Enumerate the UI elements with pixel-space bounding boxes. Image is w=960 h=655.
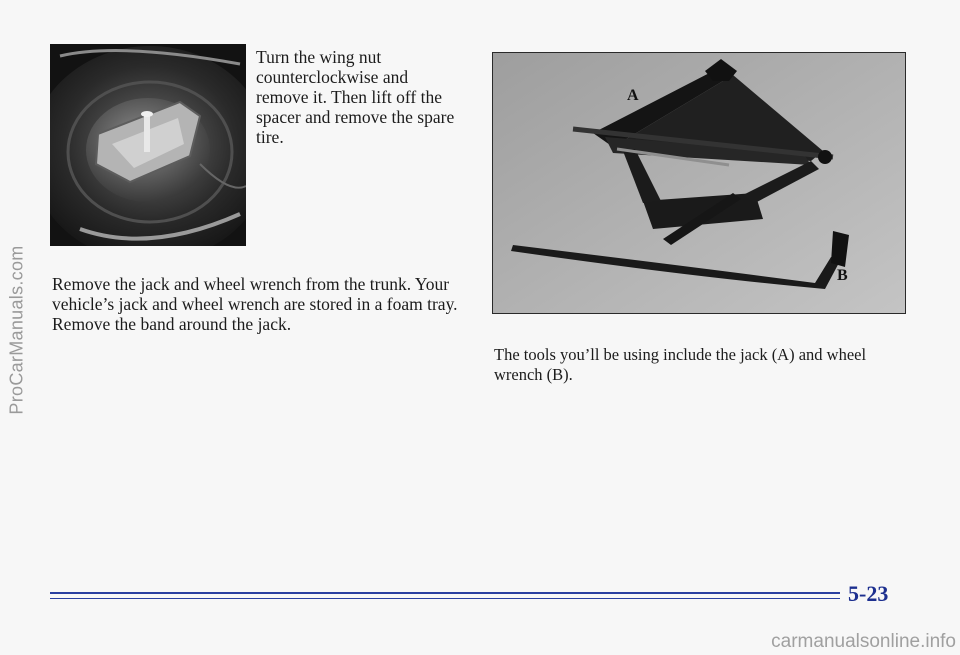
label-a: A <box>627 87 639 104</box>
spare-tire-illustration <box>50 44 246 246</box>
side-watermark-text: ProCarManuals.com <box>6 245 27 415</box>
remove-jack-instructions: Remove the jack and wheel wrench from the trunk. Your vehicle’s jack and wheel wrench are stored in a foam tray. Remove the band around the jack. <box>52 274 458 334</box>
bottom-watermark: carmanualsonline.info <box>771 631 956 652</box>
footer-rule-bottom <box>50 598 840 599</box>
page-number: 5-23 <box>848 581 889 606</box>
side-watermark <box>0 0 34 655</box>
footer-rule-top <box>50 592 840 594</box>
jack-figure-caption: The tools you’ll be using include the jack (A) and wheel wrench (B). <box>494 345 867 384</box>
wing-nut-instructions: Turn the wing nut counterclockwise and remove it. Then lift off the spacer and remove the spare tire. <box>256 47 455 147</box>
jack-wrench-photo <box>492 52 906 314</box>
label-b: B <box>837 267 848 284</box>
spare-tire-photo <box>50 44 246 246</box>
